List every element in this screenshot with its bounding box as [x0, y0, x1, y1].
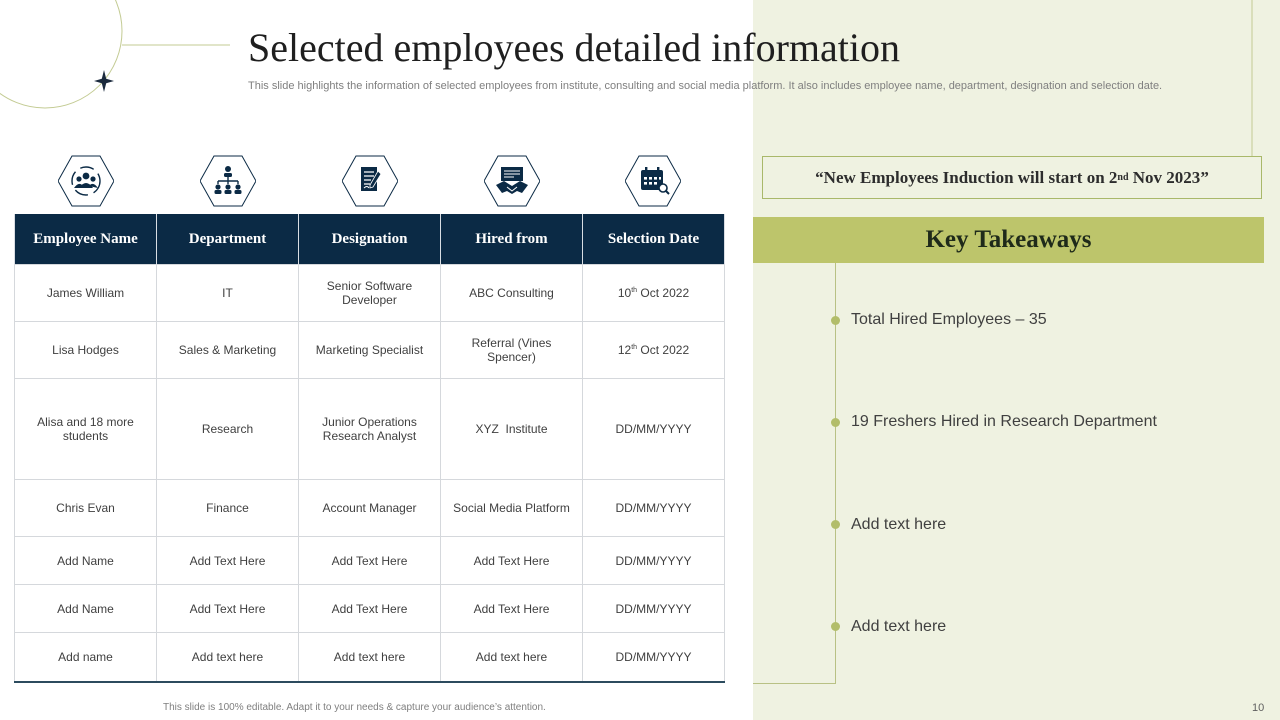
- cell-department: Add Text Here: [157, 537, 299, 585]
- takeaway-bullet: [831, 418, 840, 427]
- cell-designation: Add text here: [299, 633, 441, 682]
- cell-date: DD/MM/YYYY: [583, 379, 725, 480]
- page-number: 10: [1252, 702, 1265, 714]
- cell-hired-from: XYZ Institute: [441, 379, 583, 480]
- cell-designation: Marketing Specialist: [299, 322, 441, 379]
- team-icon: [58, 153, 114, 209]
- cell-department: IT: [157, 265, 299, 322]
- date-day: 12: [617, 343, 632, 357]
- header-selection-date: Selection Date: [583, 214, 725, 265]
- cell-department: Add Text Here: [157, 585, 299, 633]
- cell-date: DD/MM/YYYY: [583, 480, 725, 537]
- cell-date: DD/MM/YYYY: [583, 537, 725, 585]
- date-rest: Oct 2022: [640, 286, 690, 300]
- table-row: [15, 265, 725, 322]
- footer-note: This slide is 100% editable. Adapt it to your needs & capture your audience’s attention.: [163, 702, 546, 713]
- table-header-row: [15, 214, 725, 265]
- date-rest: Oct 2022: [640, 343, 690, 357]
- notice-rest: Nov 2023: [1128, 167, 1201, 187]
- cell-hired-from: Social Media Platform: [441, 480, 583, 537]
- header-designation: Designation: [299, 214, 441, 265]
- page-subtitle: This slide highlights the information of selected employees from institute, consulting and social media platform. It also includes employee name, department, designation and selection date.: [248, 80, 1163, 92]
- header-employee-name: Employee Name: [15, 214, 157, 265]
- cell-name: Alisa and 18 more students: [15, 379, 157, 480]
- takeaway-bullet: [831, 520, 840, 529]
- cell-date: DD/MM/YYYY: [583, 585, 725, 633]
- cell-hired-from: Add text here: [441, 633, 583, 682]
- cell-hired-from: Add Text Here: [441, 537, 583, 585]
- date-suffix: th: [631, 344, 638, 351]
- cell-designation: Account Manager: [299, 480, 441, 537]
- cell-name: Add Name: [15, 585, 157, 633]
- cell-department: Finance: [157, 480, 299, 537]
- cell-designation: Add Text Here: [299, 537, 441, 585]
- timeline-base-line: [753, 683, 836, 684]
- notice-prefix: New Employees Induction will start on 2: [823, 167, 1118, 187]
- takeaway-bullet: [831, 622, 840, 631]
- header-department: Department: [157, 214, 299, 265]
- takeaway-item: Total Hired Employees – 35: [851, 311, 1047, 328]
- induction-notice: “ New Employees Induction will start on 2 nd Nov 2023 ”: [762, 156, 1262, 199]
- handshake-icon: [484, 153, 540, 209]
- cell-designation: Junior Operations Research Analyst: [299, 379, 441, 480]
- cell-designation: Senior Software Developer: [299, 265, 441, 322]
- cell-name: James William: [15, 265, 157, 322]
- notice-close-quote: ”: [1200, 167, 1209, 187]
- cell-department: Add text here: [157, 633, 299, 682]
- table-row: [15, 633, 725, 682]
- date-suffix: th: [631, 287, 638, 294]
- employee-table: [14, 214, 725, 683]
- page-title: Selected employees detailed information: [248, 25, 900, 70]
- cell-department: Research: [157, 379, 299, 480]
- cell-date: DD/MM/YYYY: [583, 633, 725, 682]
- cell-name: Add Name: [15, 537, 157, 585]
- cell-hired-from: Add Text Here: [441, 585, 583, 633]
- table-row: [15, 379, 725, 480]
- cell-date: [583, 265, 725, 322]
- takeaway-item: Add text here: [851, 516, 947, 533]
- cell-designation: Add Text Here: [299, 585, 441, 633]
- takeaway-item: 19 Freshers Hired in Research Department: [851, 413, 1157, 430]
- table-row: [15, 322, 725, 379]
- timeline-line: [835, 263, 836, 683]
- org-chart-icon: [200, 153, 256, 209]
- cell-hired-from: ABC Consulting: [441, 265, 583, 322]
- calendar-icon: [625, 153, 681, 209]
- takeaway-item: Add text here: [851, 618, 947, 635]
- cell-date: [583, 322, 725, 379]
- takeaway-bullet: [831, 316, 840, 325]
- cell-name: Lisa Hodges: [15, 322, 157, 379]
- cell-name: Chris Evan: [15, 480, 157, 537]
- cell-name: Add name: [15, 633, 157, 682]
- table-row: [15, 585, 725, 633]
- table-row: [15, 537, 725, 585]
- key-takeaways-title: Key Takeaways: [753, 217, 1264, 263]
- cell-department: Sales & Marketing: [157, 322, 299, 379]
- date-day: 10: [617, 286, 632, 300]
- sparkle-icon: [94, 70, 114, 92]
- document-pen-icon: [342, 153, 398, 209]
- notice-open-quote: “: [815, 167, 824, 187]
- header-hired-from: Hired from: [441, 214, 583, 265]
- cell-hired-from: Referral (Vines Spencer): [441, 322, 583, 379]
- table-row: [15, 480, 725, 537]
